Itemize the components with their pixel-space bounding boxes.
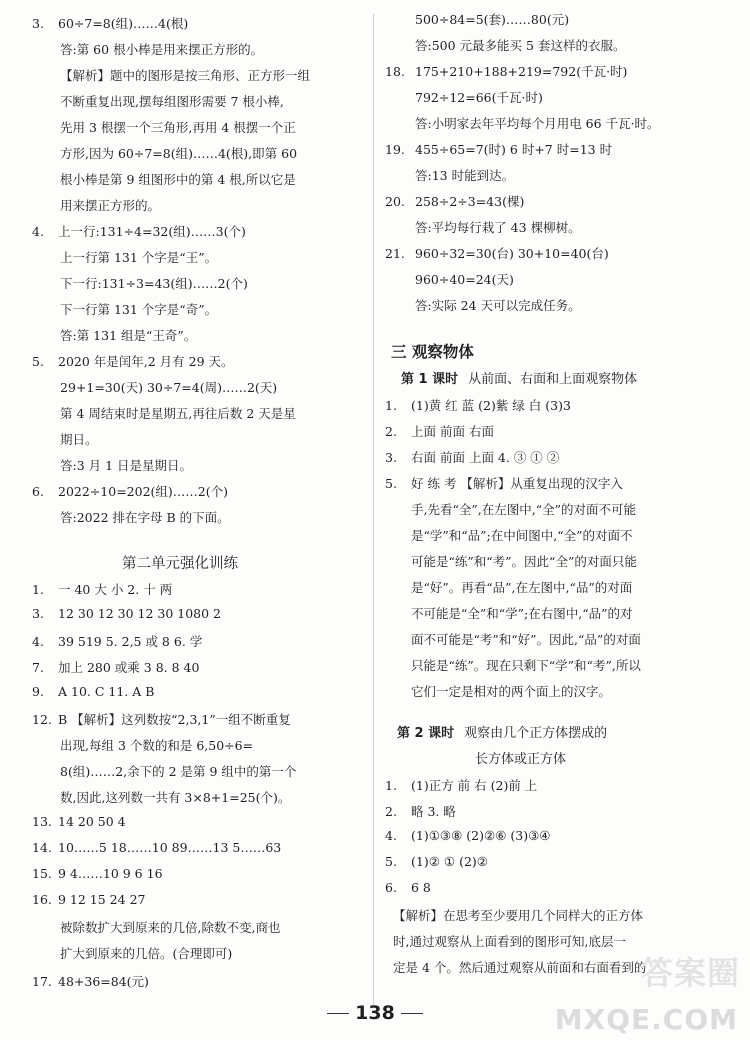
answer-line: 5. 2020 年是闰年,2 月有 29 天。 — [32, 354, 234, 369]
analysis-line: 出现,每组 3 个数的和是 6,50÷6= — [60, 738, 254, 753]
analysis-line: 可能是“练”和“考”。因此“全”的对面只能 — [411, 554, 637, 569]
answer-line: 3. 12 30 12 30 12 30 1080 2 — [32, 606, 222, 621]
analysis-line: 时,通过观察从上面看到的图形可知,底层一 — [393, 934, 626, 949]
analysis-line: 根小棒是第 9 组图形中的第 4 根,所以它是 — [60, 172, 296, 187]
analysis-line: 是“学”和“品”;在中间图中,“全”的对面不 — [411, 528, 633, 543]
answer-line: 答:第 60 根小棒是用来摆正方形的。 — [60, 42, 264, 57]
column-divider — [373, 14, 374, 1009]
answer-line: 下一行第 131 个字是“奇”。 — [60, 302, 218, 317]
answer-line: 16. 9 12 15 24 27 — [32, 892, 146, 907]
answer-line: 29+1=30(天) 30÷7=4(周)……2(天) — [60, 380, 278, 395]
answer-line: 18. 175+210+188+219=792(千瓦·时) — [385, 64, 628, 79]
analysis-line: 先用 3 根摆一个三角形,再用 4 根摆一个正 — [60, 120, 296, 135]
watermark-url: MXQE.COM — [554, 1003, 738, 1036]
analysis-line: 不可能是“全”和“学”;在右图中,“品”的对 — [411, 606, 633, 621]
analysis-line: 【解析】在思考至少要用几个同样大的正方体 — [393, 908, 644, 923]
answer-line: 2. 上面 前面 右面 — [385, 424, 494, 439]
answer-line: 第 4 周结束时是星期五,再往后数 2 天是星 — [60, 406, 296, 421]
watermark-text: 答案圈 — [640, 954, 740, 992]
analysis-line: 它们一定是相对的两个面上的汉字。 — [411, 684, 612, 699]
answer-line: 6. 6 8 — [385, 880, 431, 895]
answer-line: 答:500 元最多能买 5 套这样的衣服。 — [415, 38, 626, 53]
answer-line: 上一行第 131 个字是“王”。 — [60, 250, 218, 265]
answer-line: 5. (1)② ① (2)② — [385, 854, 488, 869]
answer-line: 4. (1)①③⑧ (2)②⑥ (3)③④ — [385, 828, 551, 843]
answer-line: 答:13 时能到达。 — [415, 168, 515, 183]
analysis-line: 是“好”。再看“品”,在左图中,“品”的对面 — [411, 580, 633, 595]
analysis-line: 方形,因为 60÷7=8(组)……4(根),即第 60 — [60, 146, 298, 161]
page-number: 138 — [0, 1002, 750, 1024]
watermark — [554, 948, 744, 1036]
lesson-heading: 第 1 课时 从前面、右面和上面观察物体 — [401, 372, 638, 387]
answer-line: 17. 48+36=84(元) — [32, 974, 149, 989]
answer-line: 答:小明家去年平均每个月用电 66 千瓦·时。 — [415, 116, 660, 131]
lesson-heading: 第 2 课时 观察由几个正方体摆成的 — [397, 726, 608, 741]
analysis-line: 面不可能是“考”和“好”。因此,“品”的对面 — [411, 632, 641, 647]
answer-line: 扩大到原来的几倍。(合理即可) — [60, 946, 233, 961]
unit-title: 三 观察物体 — [391, 343, 474, 361]
answer-line: 1. (1)黄 红 蓝 (2)紫 绿 白 (3)3 — [385, 398, 571, 413]
dash-right — [401, 1013, 423, 1015]
lesson-heading-continued: 长方体或正方体 — [475, 752, 567, 767]
analysis-line: 定是 4 个。然后通过观察从前面和右面看到的 — [393, 960, 647, 975]
dash-left — [327, 1013, 349, 1015]
answer-line: 9. A 10. C 11. A B — [32, 684, 155, 699]
analysis-line: 手,先看“全”,在左图中,“全”的对面不可能 — [411, 502, 636, 517]
answer-line: 21. 960÷32=30(台) 30+10=40(台) — [385, 246, 609, 261]
answer-line: 500÷84=5(套)……80(元) — [415, 12, 570, 27]
answer-line: 14. 10……5 18……10 89……13 5……63 — [32, 840, 282, 855]
analysis-line: 只能是“练”。现在只剩下“学”和“考”,所以 — [411, 658, 641, 673]
answer-line: 6. 2022÷10=202(组)……2(个) — [32, 484, 228, 499]
answer-line: 12. B 【解析】这列数按“2,3,1”一组不断重复 — [32, 712, 291, 727]
answer-line: 3. 右面 前面 上面 4. ③ ① ② — [385, 450, 560, 465]
answer-line: 2. 略 3. 略 — [385, 804, 456, 819]
answer-line: 1. 一 40 大 小 2. 十 两 — [32, 582, 173, 597]
answer-line: 960÷40=24(天) — [415, 272, 514, 287]
answer-line: 答:3 月 1 日是星期日。 — [60, 458, 193, 473]
answer-line: 5. 好 练 考 【解析】从重复出现的汉字入 — [385, 476, 623, 491]
analysis-line: 用来摆正方形的。 — [60, 198, 161, 213]
analysis-line: 数,因此,这列数一共有 3×8+1=25(个)。 — [60, 790, 291, 805]
answer-line: 15. 9 4……10 9 6 16 — [32, 866, 163, 881]
answer-line: 被除数扩大到原来的几倍,除数不变,商也 — [60, 920, 281, 935]
answer-line: 答:实际 24 天可以完成任务。 — [415, 298, 581, 313]
answer-line: 答:平均每行栽了 43 棵柳树。 — [415, 220, 581, 235]
answer-line: 下一行:131÷3=43(组)……2(个) — [60, 276, 248, 291]
answer-line: 20. 258÷2÷3=43(棵) — [385, 194, 525, 209]
answer-line: 4. 39 519 5. 2,5 或 8 6. 学 — [32, 634, 203, 649]
answer-line: 答:第 131 组是“王奇”。 — [60, 328, 197, 343]
answer-line: 3. 60÷7=8(组)……4(根) — [32, 16, 189, 31]
section-title: 第二单元强化训练 — [122, 556, 238, 572]
answer-line: 19. 455÷65=7(时) 6 时+7 时=13 时 — [385, 142, 613, 157]
answer-line: 13. 14 20 50 4 — [32, 814, 126, 829]
analysis-line: 不断重复出现,摆每组图形需要 7 根小棒, — [60, 94, 284, 109]
answer-line: 期日。 — [60, 432, 98, 447]
answer-line: 792÷12=66(千瓦·时) — [415, 90, 543, 105]
analysis-line: 8(组)……2,余下的 2 是第 9 组中的第一个 — [60, 764, 297, 779]
answer-line: 1. (1)正方 前 右 (2)前 上 — [385, 778, 538, 793]
analysis-line: 【解析】题中的图形是按三角形、正方形一组 — [60, 68, 311, 83]
answer-line: 4. 上一行:131÷4=32(组)……3(个) — [32, 224, 246, 239]
answer-line: 7. 加上 280 或乘 3 8. 8 40 — [32, 660, 200, 675]
answer-line: 答:2022 排在字母 B 的下面。 — [60, 510, 230, 525]
